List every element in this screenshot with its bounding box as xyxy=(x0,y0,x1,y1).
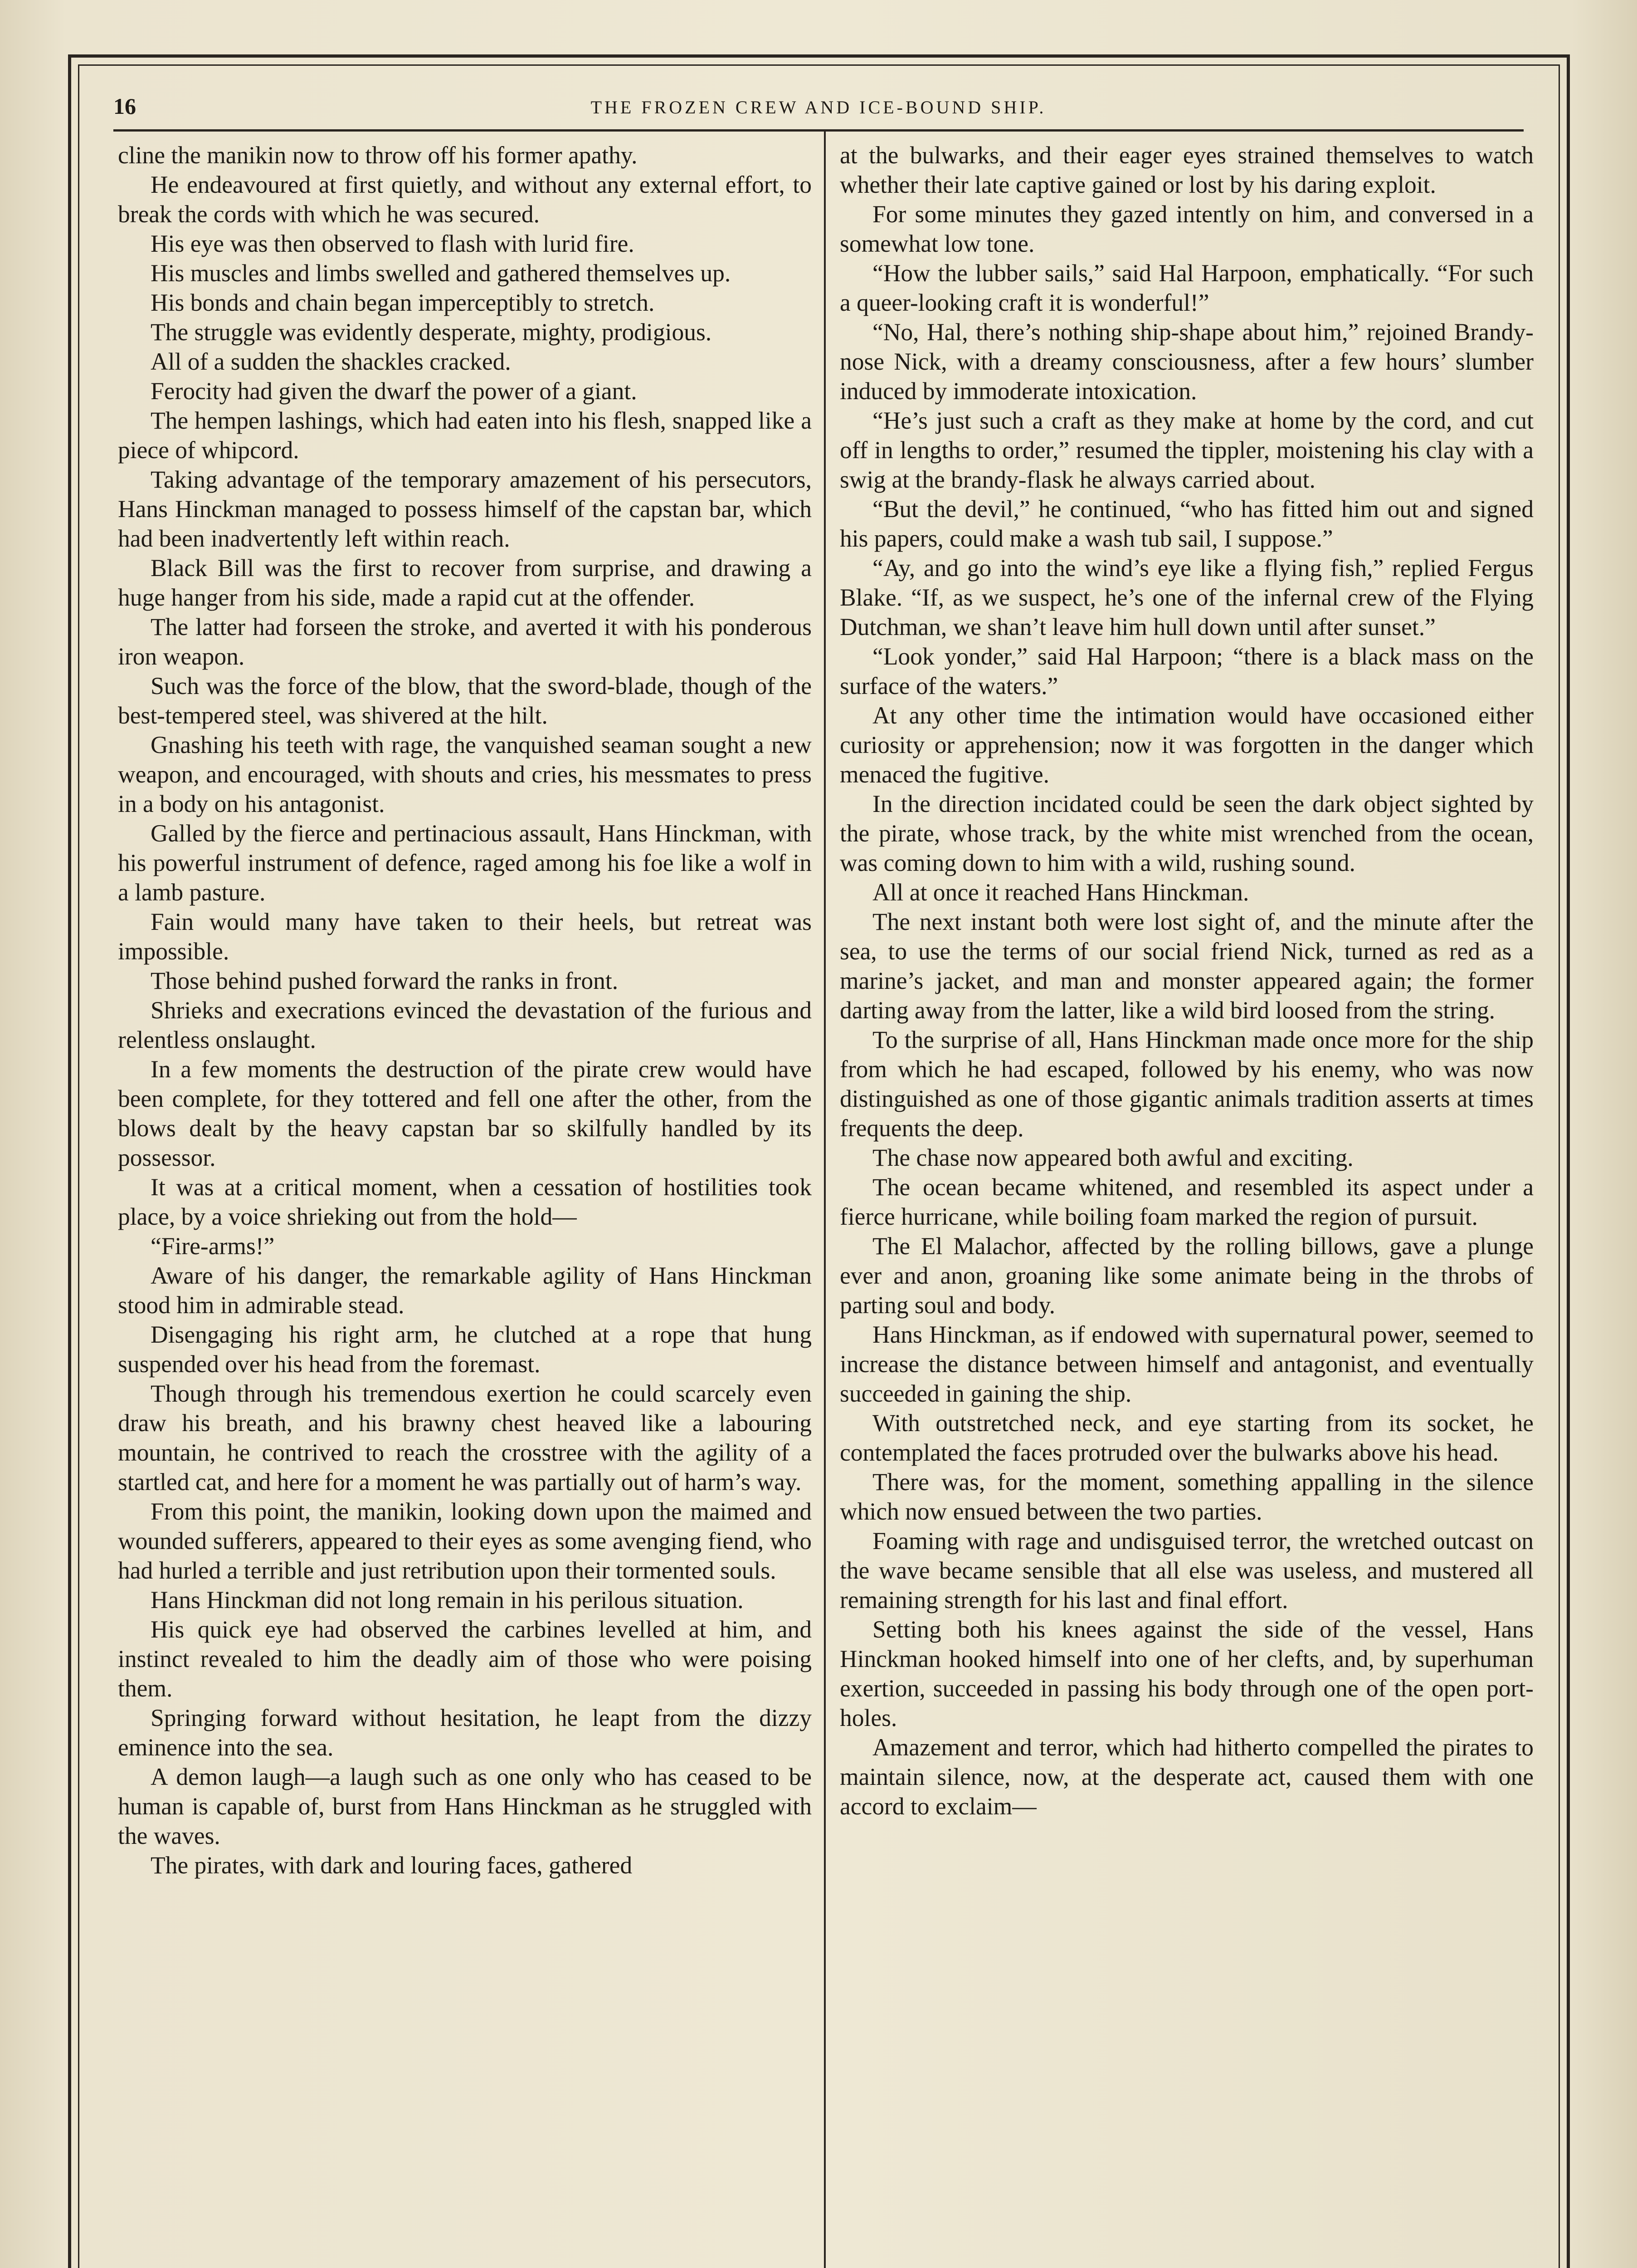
paragraph: At any other time the intimation would have occasioned either curiosity or apprehension; now it was forgotten in the danger which menaced the fugitive. xyxy=(840,702,1534,788)
paragraph: In the direction incidated could be seen the dark object sighted by the pirate, whose track, by the white mist wrenched from the ocean, was coming down to him with a wild, rushing sound. xyxy=(840,790,1534,876)
paragraph: “Fire-arms!” xyxy=(151,1232,275,1260)
paragraph: In a few moments the destruction of the pirate crew would have been complete, for they tottered and fell one after the other, from the blows dealt by the heavy capstan bar so skilfully handled by its possessor. xyxy=(118,1056,812,1171)
paragraph: “Ay, and go into the wind’s eye like a flying fish,” replied Fergus Blake. “If, as we suspect, he’s one of the infernal crew of the Flying Dutchman, we shan’t leave him hull down until after sunset.” xyxy=(840,554,1534,640)
paragraph: Those behind pushed forward the ranks in front. xyxy=(151,967,619,994)
paragraph: To the surprise of all, Hans Hinckman made once more for the ship from which he had escaped, followed by his enemy, who was now distinguished as one of those gigantic animals tradition asserts at times frequents the deep. xyxy=(840,1026,1534,1142)
paragraph: With outstretched neck, and eye starting from its socket, he contemplated the faces protruded over the bulwarks above his head. xyxy=(840,1409,1534,1466)
paragraph: Setting both his knees against the side of the vessel, Hans Hinckman hooked himself into one of her clefts, and, by superhuman exertion, succeeded in passing his body through one of the open port-holes. xyxy=(840,1616,1534,1731)
paragraph: “No, Hal, there’s nothing ship-shape about him,” rejoined Brandy-nose Nick, with a dreamy consciousness, after a few hours’ slumber induced by immoderate intoxication. xyxy=(840,318,1534,405)
right-text-column xyxy=(840,141,1534,2268)
paragraph: The ocean became whitened, and resembled its aspect under a fierce hurricane, while boiling foam marked the region of pursuit. xyxy=(840,1173,1534,1230)
paragraph: He endeavoured at first quietly, and without any external effort, to break the cords with which he was secured. xyxy=(118,171,812,228)
paragraph: Though through his tremendous exertion he could scarcely even draw his breath, and his brawny chest heaved like a labouring mountain, he contrived to reach the crosstree with the agility of a startled cat, and here for a moment he was partially out of harm’s way. xyxy=(118,1380,812,1496)
paragraph: “He’s just such a craft as they make at home by the cord, and cut off in lengths to order,” resumed the tippler, moistening his clay with a swig at the brandy-flask he always carried about. xyxy=(840,407,1534,493)
paragraph: Gnashing his teeth with rage, the vanquished seaman sought a new weapon, and encouraged, with shouts and cries, his messmates to press in a body on his antagonist. xyxy=(118,731,812,817)
paragraph: Galled by the fierce and pertinacious assault, Hans Hinckman, with his powerful instrument of defence, raged among his foe like a wolf in a lamb pasture. xyxy=(118,820,812,906)
paragraph: at the bulwarks, and their eager eyes strained themselves to watch whether their late captive gained or lost by his daring exploit. xyxy=(840,142,1534,198)
paragraph: The pirates, with dark and louring faces, gathered xyxy=(151,1852,633,1879)
paragraph: All of a sudden the shackles cracked. xyxy=(151,348,511,375)
paragraph: Hans Hinckman, as if endowed with supernatural power, seemed to increase the distance between himself and antagonist, and eventually succeeded in gaining the ship. xyxy=(840,1321,1534,1407)
paragraph: Shrieks and execrations evinced the devastation of the furious and relentless onslaught. xyxy=(118,997,812,1053)
paragraph: For some minutes they gazed intently on him, and conversed in a somewhat low tone. xyxy=(840,200,1534,257)
paragraph: Black Bill was the first to recover from surprise, and drawing a huge hanger from his side, made a rapid cut at the offender. xyxy=(118,554,812,611)
paragraph: Hans Hinckman did not long remain in his perilous situation. xyxy=(151,1586,744,1613)
paragraph: The next instant both were lost sight of, and the minute after the sea, to use the terms of our social friend Nick, turned as red as a marine’s jacket, and man and monster appeared again; the former darting away from the latter, like a wild bird loosed from the string. xyxy=(840,908,1534,1024)
paragraph: Aware of his danger, the remarkable agility of Hans Hinckman stood him in admirable stead. xyxy=(118,1262,812,1319)
paragraph: His quick eye had observed the carbines levelled at him, and instinct revealed to him the deadly aim of those who were poising them. xyxy=(118,1616,812,1702)
paragraph: His muscles and limbs swelled and gathered themselves up. xyxy=(151,259,731,287)
paragraph: The chase now appeared both awful and exciting. xyxy=(872,1144,1354,1171)
paragraph: A demon laugh—a laugh such as one only who has ceased to be human is capable of, burst from Hans Hinckman as he struggled with the waves. xyxy=(118,1763,812,1849)
paragraph: Fain would many have taken to their heels, but retreat was impossible. xyxy=(118,908,812,965)
paragraph: Amazement and terror, which had hitherto compelled the pirates to maintain silence, now, at the desperate act, caused them with one accord to exclaim— xyxy=(840,1734,1534,1820)
paragraph: Such was the force of the blow, that the sword-blade, though of the best-tempered steel, was shivered at the hilt. xyxy=(118,672,812,729)
paragraph: Springing forward without hesitation, he leapt from the dizzy eminence into the sea. xyxy=(118,1704,812,1761)
running-title: THE FROZEN CREW AND ICE-BOUND SHIP. xyxy=(590,97,1047,117)
header-rule xyxy=(113,129,1524,132)
paragraph: The El Malachor, affected by the rolling billows, gave a plunge ever and anon, groaning like some animate being in the throbs of parting soul and body. xyxy=(840,1232,1534,1319)
column-divider xyxy=(824,132,826,2268)
paragraph: His bonds and chain began imperceptibly to stretch. xyxy=(151,289,655,316)
paragraph: There was, for the moment, something appalling in the silence which now ensued between the two parties. xyxy=(840,1468,1534,1525)
paragraph: Taking advantage of the temporary amazement of his persecutors, Hans Hinckman managed to possess himself of the capstan bar, which had been inadvertently left within reach. xyxy=(118,466,812,552)
page-header xyxy=(113,93,1524,125)
paragraph: All at once it reached Hans Hinckman. xyxy=(872,879,1249,906)
paragraph: “But the devil,” he continued, “who has fitted him out and signed his papers, could make a wash tub sail, I suppose.” xyxy=(840,495,1534,552)
paragraph: His eye was then observed to flash with lurid fire. xyxy=(151,230,634,257)
page-number: 16 xyxy=(113,93,136,119)
paragraph: The struggle was evidently desperate, mighty, prodigious. xyxy=(151,318,712,346)
paragraph: The latter had forseen the stroke, and averted it with his ponderous iron weapon. xyxy=(118,613,812,670)
left-text-column xyxy=(118,141,812,2268)
paragraph: The hempen lashings, which had eaten into his flesh, snapped like a piece of whipcord. xyxy=(118,407,812,464)
paragraph: Disengaging his right arm, he clutched at a rope that hung suspended over his head from the foremast. xyxy=(118,1321,812,1378)
paragraph: Foaming with rage and undisguised terror, the wretched outcast on the wave became sensible that all else was useless, and mustered all remaining strength for his last and final effort. xyxy=(840,1527,1534,1613)
paragraph: It was at a critical moment, when a cessation of hostilities took place, by a voice shrieking out from the hold— xyxy=(118,1173,812,1230)
paragraph: “Look yonder,” said Hal Harpoon; “there is a black mass on the surface of the waters.” xyxy=(840,643,1534,699)
paragraph: From this point, the manikin, looking down upon the maimed and wounded sufferers, appeared to their eyes as some avenging fiend, who had hurled a terrible and just retribution upon their tormented souls. xyxy=(118,1498,812,1584)
paragraph: “How the lubber sails,” said Hal Harpoon, emphatically. “For such a queer-looking craft it is wonderful!” xyxy=(840,259,1534,316)
paragraph: Ferocity had given the dwarf the power of a giant. xyxy=(151,377,637,405)
paragraph: cline the manikin now to throw off his former apathy. xyxy=(118,142,638,169)
